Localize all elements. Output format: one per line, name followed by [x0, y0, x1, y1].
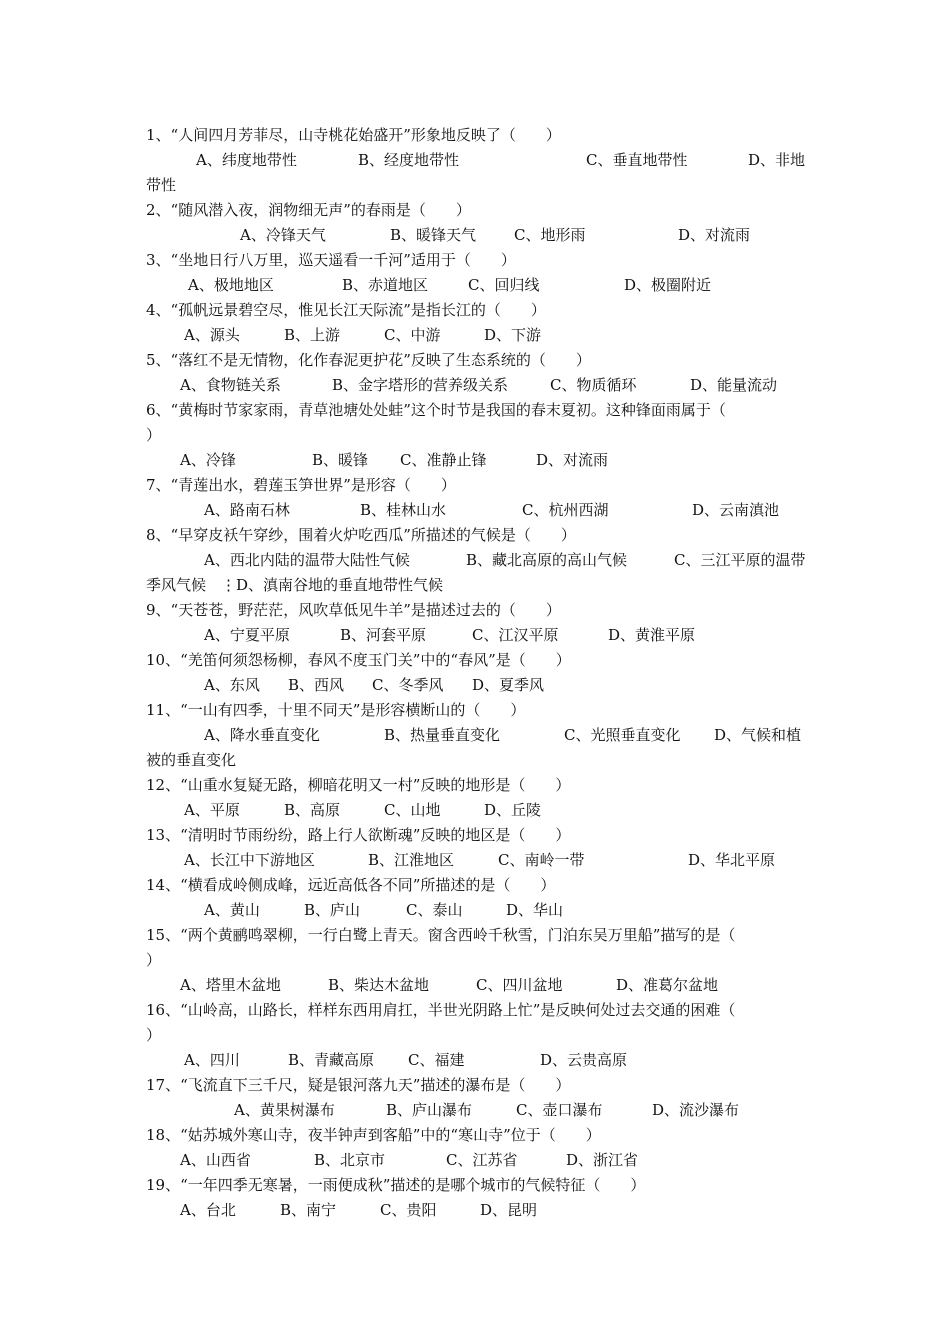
- option-d: D、黄淮平原: [608, 626, 696, 644]
- question-text: 17、“飞流直下三千尺，疑是银河落九天”描述的瀑布是（ ）: [146, 1076, 571, 1094]
- question-text: 5、“落红不是无情物，化作春泥更护花”反映了生态系统的（ ）: [146, 351, 591, 369]
- option-c: C、垂直地带性: [586, 151, 688, 169]
- option-b: B、金字塔形的营养级关系: [332, 376, 509, 394]
- option-a: A、路南石林: [204, 501, 290, 519]
- question-11-stem: [146, 699, 810, 721]
- option-a: A、塔里木盆地: [180, 976, 281, 994]
- question-text: 10、“羌笛何须怨杨柳，春风不度玉门关”中的“春风”是（ ）: [146, 651, 571, 669]
- option-c: C、山地: [384, 801, 441, 819]
- question-5-stem: [146, 349, 810, 371]
- option-c: C、福建: [408, 1051, 465, 1069]
- question-text: 19、“一年四季无寒暑，一雨便成秋”描述的是哪个城市的气候特征（ ）: [146, 1176, 646, 1194]
- question-text: 11、“一山有四季，十里不同天”是形容横断山的（ ）: [146, 701, 526, 719]
- question-text: 13、“清明时节雨纷纷，路上行人欲断魂”反映的地区是（ ）: [146, 826, 571, 844]
- option-b: B、赤道地区: [342, 276, 429, 294]
- option-b: B、藏北高原的高山气候: [466, 551, 628, 569]
- question-text: 6、“黄梅时节家家雨，青草池塘处处蛙”这个时节是我国的春末夏初。这种锋面雨属于（: [146, 401, 726, 419]
- question-16-stem: [146, 999, 810, 1021]
- question-12-stem: [146, 774, 810, 796]
- option-d: D、浙江省: [566, 1151, 639, 1169]
- option-wrap-text: 季风气候 ⋮D、滇南谷地的垂直地带性气候: [146, 576, 444, 594]
- question-2-options: [146, 224, 810, 246]
- option-b: B、南宁: [280, 1201, 337, 1219]
- option-b: B、暖锋天气: [390, 226, 477, 244]
- question-19-options: [146, 1199, 810, 1221]
- question-9-stem: [146, 599, 810, 621]
- option-b: B、柴达木盆地: [328, 976, 430, 994]
- option-d: D、下游: [484, 326, 542, 344]
- question-text-wrap: ）: [146, 1026, 162, 1044]
- option-c: C、泰山: [406, 901, 463, 919]
- question-11-wrap: [146, 749, 810, 771]
- question-16-wrap: [146, 1024, 810, 1046]
- option-c: C、江苏省: [446, 1151, 518, 1169]
- question-8-stem: [146, 524, 810, 546]
- question-text: 3、“坐地日行八万里，巡天遥看一千河”适用于（ ）: [146, 251, 516, 269]
- question-3-options: [146, 274, 810, 296]
- option-d: D、丘陵: [484, 801, 542, 819]
- question-text: 1、“人间四月芳菲尽，山寺桃花始盛开”形象地反映了（ ）: [146, 126, 561, 144]
- question-8-options: [146, 549, 810, 571]
- question-1-stem: [146, 124, 810, 146]
- option-d: D、华北平原: [688, 851, 776, 869]
- option-b: B、青藏高原: [288, 1051, 375, 1069]
- question-6-options: [146, 449, 810, 471]
- option-c: C、江汉平原: [472, 626, 559, 644]
- question-text: 2、“随风潜入夜，润物细无声”的春雨是（ ）: [146, 201, 471, 219]
- question-10-stem: [146, 649, 810, 671]
- question-9-options: [146, 624, 810, 646]
- question-text: 15、“两个黄鹂鸣翠柳，一行白鹭上青天。窗含西岭千秋雪，门泊东吴万里船”描写的是（: [146, 926, 736, 944]
- question-13-options: [146, 849, 810, 871]
- question-text: 12、“山重水复疑无路，柳暗花明又一村”反映的地形是（ ）: [146, 776, 571, 794]
- question-11-options: [146, 724, 810, 746]
- question-17-stem: [146, 1074, 810, 1096]
- question-text: 8、“早穿皮袄午穿纱，围着火炉吃西瓜”所描述的气候是（ ）: [146, 526, 576, 544]
- option-c: C、贵阳: [380, 1201, 437, 1219]
- option-a: A、四川: [184, 1051, 240, 1069]
- question-15-options: [146, 974, 810, 996]
- option-b: B、桂林山水: [360, 501, 447, 519]
- option-b: B、热量垂直变化: [384, 726, 501, 744]
- question-2-stem: [146, 199, 810, 221]
- question-4-options: [146, 324, 810, 346]
- option-b: B、江淮地区: [368, 851, 455, 869]
- question-18-options: [146, 1149, 810, 1171]
- option-a: A、黄果树瀑布: [234, 1101, 335, 1119]
- option-c: C、回归线: [468, 276, 540, 294]
- question-3-stem: [146, 249, 810, 271]
- question-14-stem: [146, 874, 810, 896]
- question-15-stem: [146, 924, 810, 946]
- question-text: 7、“青莲出水，碧莲玉笋世界”是形容（ ）: [146, 476, 456, 494]
- option-wrap-text: 带性: [146, 176, 177, 194]
- option-d: D、极圈附近: [624, 276, 712, 294]
- question-text: 16、“山岭高，山路长，样样东西用肩扛，半世光阴路上忙”是反映何处过去交通的困难（: [146, 1001, 736, 1019]
- option-b: B、西风: [288, 676, 345, 694]
- question-text-wrap: ）: [146, 426, 162, 444]
- option-a: A、食物链关系: [180, 376, 281, 394]
- question-10-options: [146, 674, 810, 696]
- question-1-options: [146, 149, 810, 171]
- question-18-stem: [146, 1124, 810, 1146]
- option-a: A、山西省: [180, 1151, 251, 1169]
- option-d: D、对流雨: [536, 451, 609, 469]
- option-a: A、极地地区: [188, 276, 274, 294]
- option-a: A、冷锋: [180, 451, 236, 469]
- option-c: C、杭州西湖: [522, 501, 609, 519]
- option-a: A、宁夏平原: [204, 626, 290, 644]
- option-d: D、云南滇池: [692, 501, 780, 519]
- question-13-stem: [146, 824, 810, 846]
- option-b: B、暖锋: [312, 451, 369, 469]
- question-6-wrap: [146, 424, 810, 446]
- option-a: A、东风: [204, 676, 260, 694]
- option-b: B、庐山: [304, 901, 361, 919]
- question-text-wrap: ）: [146, 951, 162, 969]
- option-d: D、云贵高原: [540, 1051, 628, 1069]
- option-b: B、庐山瀑布: [386, 1101, 473, 1119]
- option-a: A、黄山: [204, 901, 260, 919]
- option-b: B、高原: [284, 801, 341, 819]
- question-8-wrap: [146, 574, 810, 596]
- option-a: A、平原: [184, 801, 240, 819]
- option-a: A、源头: [184, 326, 240, 344]
- option-c: C、地形雨: [514, 226, 586, 244]
- question-19-stem: [146, 1174, 810, 1196]
- option-d: D、能量流动: [690, 376, 778, 394]
- option-c: C、壶口瀑布: [516, 1101, 603, 1119]
- option-c: C、物质循环: [550, 376, 637, 394]
- option-c: C、准静止锋: [400, 451, 487, 469]
- option-b: B、经度地带性: [358, 151, 460, 169]
- option-b: B、上游: [284, 326, 341, 344]
- question-15-wrap: [146, 949, 810, 971]
- option-d: D、夏季风: [472, 676, 545, 694]
- question-14-options: [146, 899, 810, 921]
- question-text: 14、“横看成岭侧成峰，远近高低各不同”所描述的是（ ）: [146, 876, 556, 894]
- option-b: B、河套平原: [340, 626, 427, 644]
- option-a: A、纬度地带性: [196, 151, 297, 169]
- question-text: 9、“天苍苍，野茫茫，风吹草低见牛羊”是描述过去的（ ）: [146, 601, 561, 619]
- option-d: D、对流雨: [678, 226, 751, 244]
- option-a: A、降水垂直变化: [204, 726, 320, 744]
- question-6-stem: [146, 399, 810, 421]
- option-d: D、华山: [506, 901, 564, 919]
- option-a: A、冷锋天气: [240, 226, 326, 244]
- question-12-options: [146, 799, 810, 821]
- option-c: C、光照垂直变化: [564, 726, 681, 744]
- option-d: D、流沙瀑布: [652, 1101, 740, 1119]
- option-d: D、昆明: [480, 1201, 538, 1219]
- option-c: C、冬季风: [372, 676, 444, 694]
- option-wrap-text: 被的垂直变化: [146, 751, 237, 769]
- question-17-options: [146, 1099, 810, 1121]
- question-16-options: [146, 1049, 810, 1071]
- option-d: D、非地: [748, 151, 806, 169]
- question-7-options: [146, 499, 810, 521]
- question-7-stem: [146, 474, 810, 496]
- option-c: C、三江平原的温带: [674, 551, 806, 569]
- question-text: 4、“孤帆远景碧空尽，惟见长江天际流”是指长江的（ ）: [146, 301, 546, 319]
- option-c: C、南岭一带: [498, 851, 585, 869]
- question-1-wrap: [146, 174, 810, 196]
- option-a: A、西北内陆的温带大陆性气候: [204, 551, 410, 569]
- option-c: C、四川盆地: [476, 976, 563, 994]
- question-4-stem: [146, 299, 810, 321]
- option-a: A、台北: [180, 1201, 236, 1219]
- option-c: C、中游: [384, 326, 441, 344]
- option-b: B、北京市: [314, 1151, 386, 1169]
- option-d: D、准葛尔盆地: [616, 976, 719, 994]
- question-5-options: [146, 374, 810, 396]
- question-text: 18、“姑苏城外寒山寺，夜半钟声到客船”中的“寒山寺”位于（ ）: [146, 1126, 601, 1144]
- option-a: A、长江中下游地区: [184, 851, 315, 869]
- option-d: D、气候和植: [714, 726, 802, 744]
